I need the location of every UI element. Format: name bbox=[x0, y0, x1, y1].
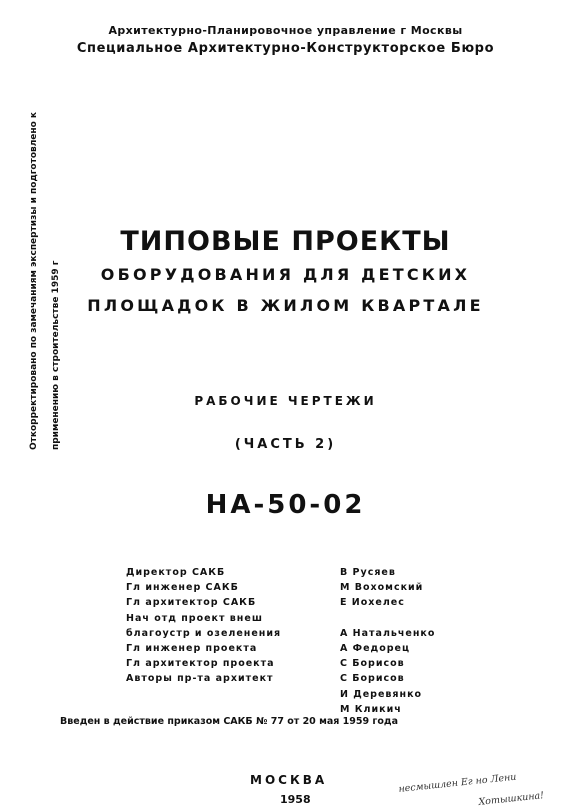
staff-name: Е Иохелес bbox=[340, 597, 405, 609]
city-name: МОСКВА bbox=[250, 773, 328, 787]
document-title: ТИПОВЫЕ ПРОЕКТЫ bbox=[120, 226, 451, 257]
staff-role: Гл архитектор проекта bbox=[126, 658, 275, 670]
bureau-name: Специальное Архитектурно-Конструкторское Бюро bbox=[76, 41, 495, 56]
title-line-2: ОБОРУДОВАНИЯ ДЛЯ ДЕТСКИХ bbox=[100, 265, 471, 284]
staff-name: А Федорец bbox=[340, 642, 411, 654]
staff-name: И Деревянко bbox=[340, 688, 423, 700]
staff-role: Авторы пр-та архитект bbox=[126, 673, 274, 685]
staff-list bbox=[126, 567, 456, 719]
staff-name: С Борисов bbox=[340, 673, 405, 685]
staff-role: Директор САКБ bbox=[126, 567, 226, 578]
staff-role: Гл инженер САКБ bbox=[126, 582, 239, 594]
handwritten-note-line-1: несмышлен Ег но Лени bbox=[398, 771, 517, 795]
staff-name: С Борисов bbox=[340, 658, 405, 670]
organization-name: Архитектурно-Планировочное управление г Москвы bbox=[108, 24, 463, 37]
side-note-line-1: Откорректировано по замечаниям экспертизы и подготовлено к bbox=[29, 111, 39, 450]
staff-name: В Русяев bbox=[340, 567, 396, 578]
staff-name: М Вохомский bbox=[340, 582, 424, 594]
staff-row bbox=[126, 673, 456, 688]
staff-row bbox=[126, 597, 456, 612]
staff-name: М Кликич bbox=[340, 703, 402, 715]
staff-role: Нач отд проект внеш bbox=[126, 612, 263, 624]
handwritten-note-line-2: Хотышкина! bbox=[478, 790, 545, 808]
enactment-note: Введен в действие приказом САКБ № 77 от 20 мая 1959 года bbox=[60, 716, 399, 727]
staff-row bbox=[126, 689, 456, 704]
project-code: НА-50-02 bbox=[205, 490, 366, 520]
side-note-line-2: применению в строительстве 1959 г bbox=[51, 260, 61, 450]
staff-role: Гл инженер проекта bbox=[126, 642, 258, 654]
staff-role: благоустр и озеленения bbox=[126, 627, 282, 639]
staff-row bbox=[126, 643, 456, 658]
staff-row bbox=[126, 567, 456, 582]
part-label: (ЧАСТЬ 2) bbox=[234, 437, 337, 452]
staff-row bbox=[126, 628, 456, 643]
staff-row bbox=[126, 582, 456, 597]
title-line-3: ПЛОЩАДОК В ЖИЛОМ КВАРТАЛЕ bbox=[87, 296, 484, 315]
document-subtitle: РАБОЧИЕ ЧЕРТЕЖИ bbox=[194, 394, 377, 408]
publication-year: 1958 bbox=[280, 793, 311, 806]
staff-row bbox=[126, 658, 456, 673]
staff-row bbox=[126, 613, 456, 628]
staff-role: Гл архитектор САКБ bbox=[126, 597, 257, 609]
staff-name: А Натальченко bbox=[340, 627, 436, 639]
